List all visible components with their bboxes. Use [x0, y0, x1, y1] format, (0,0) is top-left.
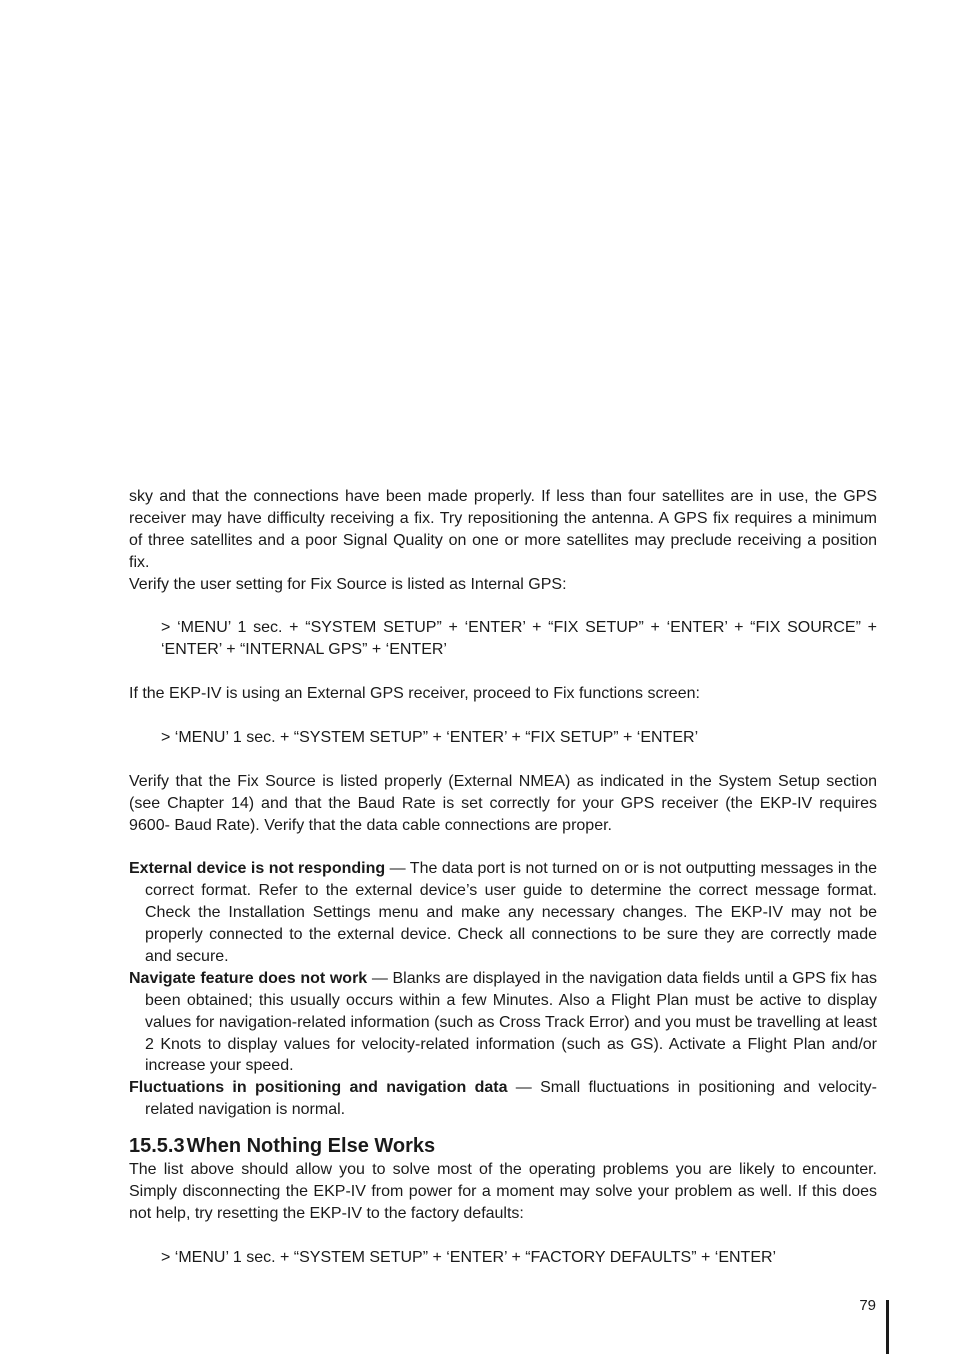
baud-rate-paragraph: Verify that the Fix Source is listed properly (External NMEA) as indicated in the System Setup section (see Chapter 14) and that the Baud Rate is set correctly for your GPS receiver (the EKP-IV requires 9600- Baud Rate). Verify that the data cable connections are proper. — [129, 772, 877, 834]
gps-fix-paragraph: sky and that the connections have been made properly. If less than four satellites are in use, the GPS receiver may have difficulty receiving a fix. Try repositioning the antenna. A GPS fix requires a minimum of three satellites and a poor Signal Quality on one or more satellites may preclude receiving a position fix. — [129, 488, 877, 571]
troubleshooting-description: — Blanks are displayed in the navigation data fields until a GPS fix has been obtained; this usually occurs within a few Minutes. Also a Flight Plan must be active to display values for navigation-related information (such as Cross Track Error) and you must be travelling at least 2 Knots to display values for velocity-related information (such as GS). Activate a Flight Plan and/or increase your speed. — [145, 969, 877, 1075]
external-gps-instruction: If the EKP-IV is using an External GPS receiver, proceed to Fix functions screen: — [129, 685, 700, 703]
page-number: 79 — [859, 1297, 876, 1314]
troubleshooting-term: External device is not responding — [129, 860, 386, 878]
troubleshooting-description: — Small fluctuations in positioning and velocity-related navigation is normal. — [145, 1079, 877, 1119]
troubleshooting-item — [129, 968, 877, 1078]
troubleshooting-description: — The data port is not turned on or is not outputting messages in the correct format. Refer to the external device’s user guide to determine the correct message format. Check the Installation Settings menu and make any necessary changes. The EKP-IV may not be properly connected to the external device. Check all connections to be sure they are correctly made and secure. — [145, 860, 878, 965]
factory-defaults-command: > ‘MENU’ 1 sec. + “SYSTEM SETUP” + ‘ENTER’ + “FACTORY DEFAULTS” + ‘ENTER’ — [161, 1248, 777, 1266]
internal-gps-command: > ‘MENU’ 1 sec. + “SYSTEM SETUP” + ‘ENTER’ + “FIX SETUP” + ‘ENTER’ + “FIX SOURCE” + ‘ENTER’ + “INTERNAL GPS” + ‘ENTER’ — [161, 619, 877, 659]
page-body — [129, 486, 877, 1291]
troubleshooting-item — [129, 1077, 877, 1121]
troubleshooting-term: Fluctuations in positioning and navigation data — [129, 1079, 508, 1097]
section-number: 15.5.3 — [129, 1135, 185, 1158]
section-title: When Nothing Else Works — [186, 1135, 436, 1158]
troubleshooting-item — [129, 858, 877, 968]
section-paragraph: The list above should allow you to solve most of the operating problems you are likely to encounter. Simply disconnecting the EKP-IV from power for a moment may solve your problem as well. If this does not help, try resetting the EKP-IV to the factory defaults: — [129, 1161, 877, 1223]
page-edge-rule — [886, 1300, 889, 1354]
troubleshooting-term: Navigate feature does not work — [129, 969, 368, 987]
section-heading — [129, 1133, 877, 1159]
fix-setup-command: > ‘MENU’ 1 sec. + “SYSTEM SETUP” + ‘ENTER’ + “FIX SETUP” + ‘ENTER’ — [161, 728, 699, 746]
fix-source-instruction: Verify the user setting for Fix Source is listed as Internal GPS: — [129, 575, 567, 593]
